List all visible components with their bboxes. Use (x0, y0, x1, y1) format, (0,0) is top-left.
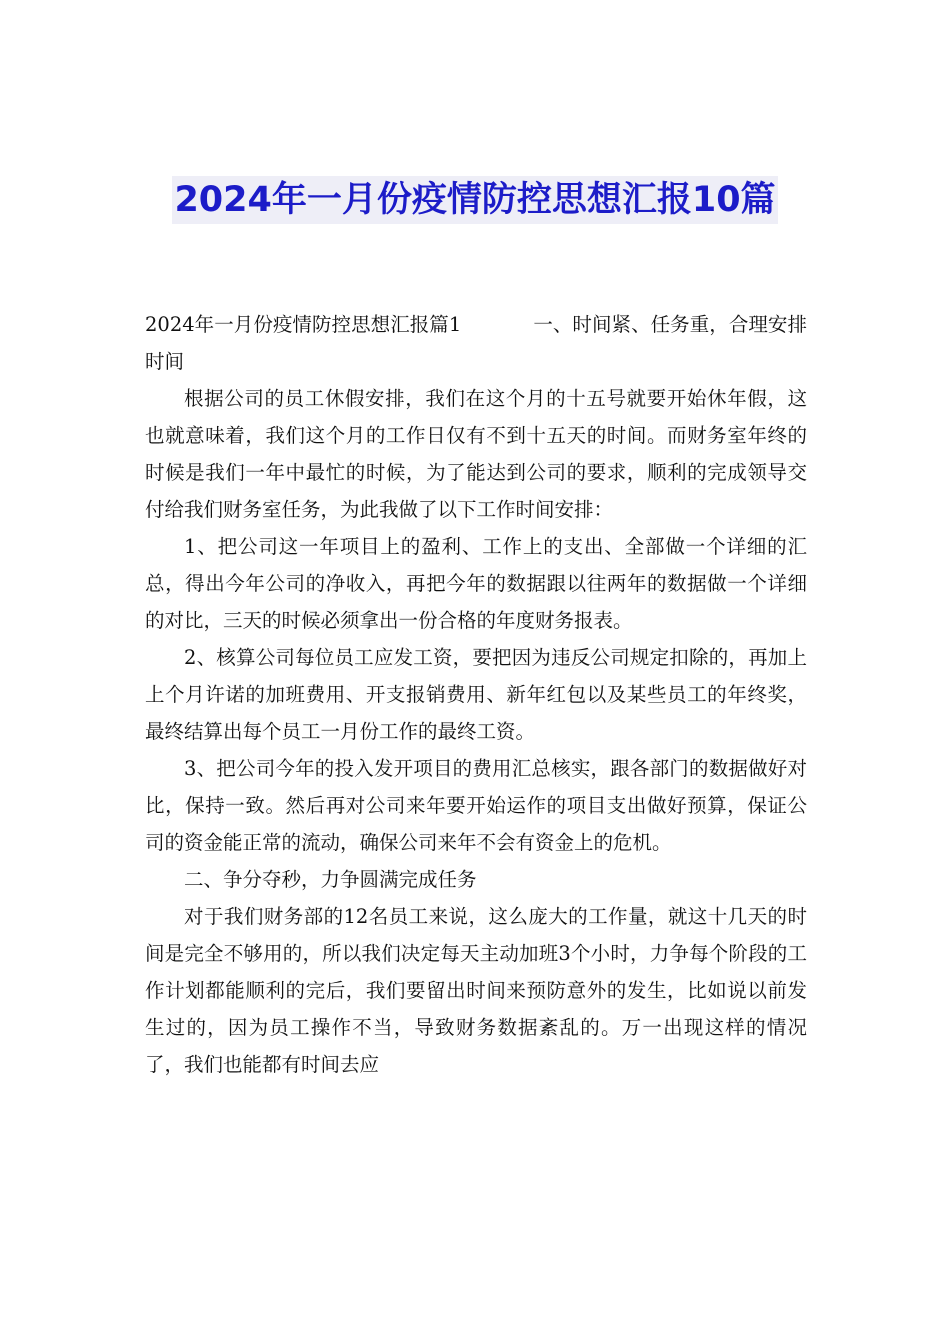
document-body (145, 306, 807, 1083)
section-heading: 二、争分夺秒，力争圆满完成任务 (184, 868, 477, 891)
paragraph: 1、把公司这一年项目上的盈利、工作上的支出、全部做一个详细的汇总，得出今年公司的净收入，再把今年的数据跟以往两年的数据做一个详细的对比，三天的时候必须拿出一份合格的年度财务报表。 (145, 535, 807, 632)
paragraph: 根据公司的员工休假安排，我们在这个月的十五号就要开始休年假，这也就意味着，我们这个月的工作日仅有不到十五天的时间。而财务室年终的时候是我们一年中最忙的时候，为了能达到公司的要求，顺利的完成领导交付给我们财务室任务，为此我做了以下工作时间安排： (145, 387, 807, 521)
document-title: 2024年一月份疫情防控思想汇报10篇 (172, 176, 777, 224)
lead-line (145, 306, 807, 380)
lead-label: 2024年一月份疫情防控思想汇报篇1 (145, 313, 462, 336)
title-container (0, 176, 950, 224)
paragraph: 2、核算公司每位员工应发工资，要把因为违反公司规定扣除的，再加上上个月许诺的加班费用、开支报销费用、新年红包以及某些员工的年终奖，最终结算出每个员工一月份工作的最终工资。 (145, 646, 807, 743)
lead-heading: 一、时间紧、任务重，合理安排时间 (145, 313, 807, 373)
paragraph: 3、把公司今年的投入发开项目的费用汇总核实，跟各部门的数据做好对比，保持一致。然后再对公司来年要开始运作的项目支出做好预算，保证公司的资金能正常的流动，确保公司来年不会有资金上的危机。 (145, 757, 807, 854)
paragraph: 对于我们财务部的12名员工来说，这么庞大的工作量，就这十几天的时间是完全不够用的，所以我们决定每天主动加班3个小时，力争每个阶段的工作计划都能顺利的完后，我们要留出时间来预防意外的发生，比如说以前发生过的，因为员工操作不当，导致财务数据紊乱的。万一出现这样的情况了，我们也能都有时间去应 (145, 905, 807, 1076)
